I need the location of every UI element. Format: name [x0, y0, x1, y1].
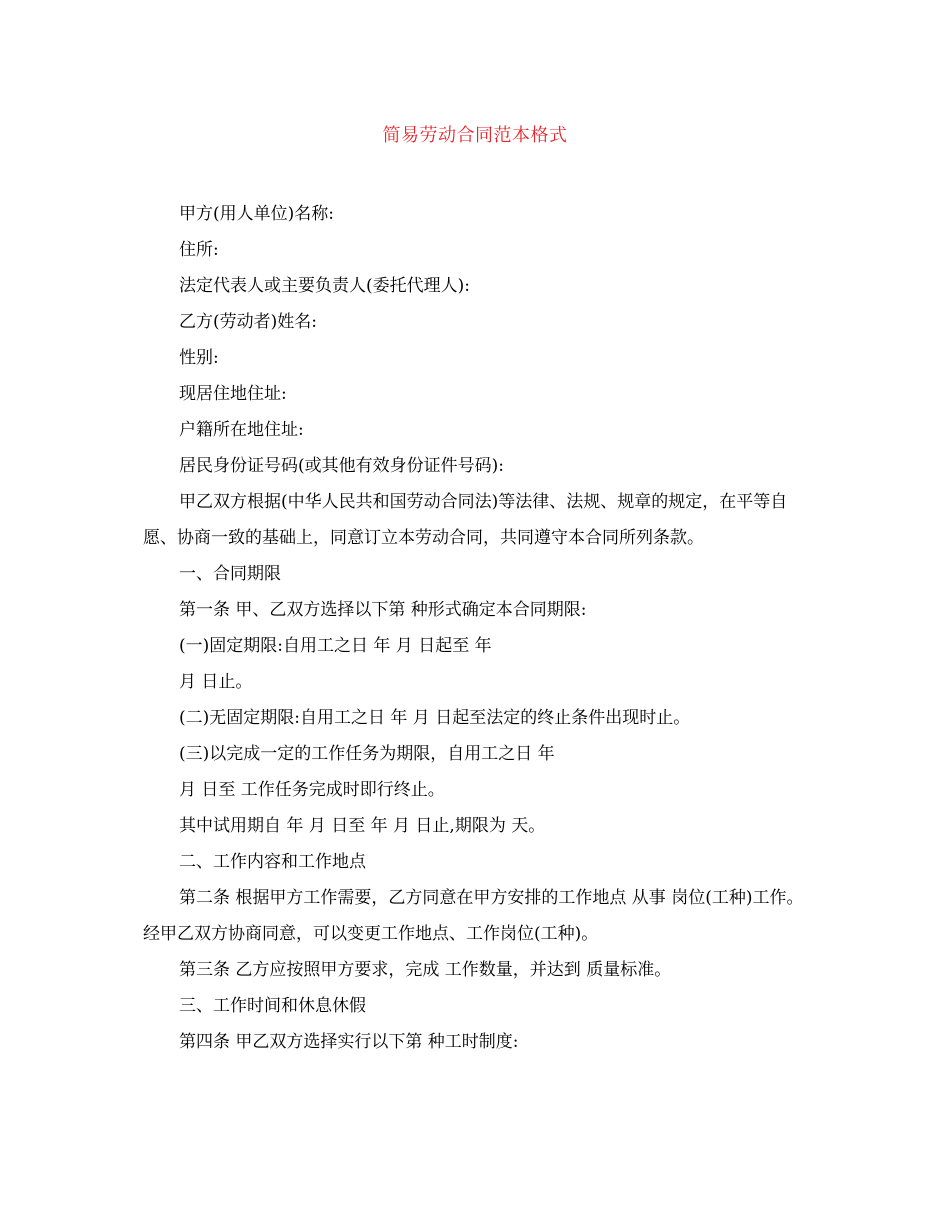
household-address: 户籍所在地住址: [179, 420, 304, 440]
option-fixed-term: (一)固定期限:自用工之日 年 月 日起至 年 [179, 636, 492, 656]
legal-representative: 法定代表人或主要负责人(委托代理人): [179, 276, 470, 296]
section-heading-work-hours: 三、工作时间和休息休假 [179, 996, 366, 1016]
document-title: 简易劳动合同范本格式 [382, 125, 568, 146]
party-a-name: 甲方(用人单位)名称: [179, 204, 334, 224]
document-body [143, 196, 808, 1060]
option-task-based-end: 月 日至 工作任务完成时即行终止。 [179, 780, 445, 800]
section-heading-work-content: 二、工作内容和工作地点 [179, 852, 366, 872]
section-heading-contract-term: 一、合同期限 [179, 564, 281, 584]
option-fixed-term-end: 月 日止。 [179, 672, 253, 692]
option-task-based: (三)以完成一定的工作任务为期限，自用工之日 年 [179, 744, 555, 764]
probation-period: 其中试用期自 年 月 日至 年 月 日止,期限为 天。 [179, 816, 546, 836]
article-3: 第三条 乙方应按照甲方要求，完成 工作数量，并达到 质量标准。 [179, 960, 672, 980]
article-1: 第一条 甲、乙双方选择以下第 种形式确定本合同期限: [179, 600, 587, 620]
current-address: 现居住地住址: [179, 384, 287, 404]
id-number: 居民身份证号码(或其他有效身份证件号码): [179, 456, 504, 476]
article-4: 第四条 甲乙双方选择实行以下第 种工时制度: [179, 1032, 519, 1052]
article-2: 第二条 根据甲方工作需要，乙方同意在甲方安排的工作地点 从事 岗位(工种)工作。经甲乙双方协商同意，可以变更工作地点、工作岗位(工种)。 [143, 888, 804, 944]
option-open-ended: (二)无固定期限:自用工之日 年 月 日起至法定的终止条件出现时止。 [179, 708, 691, 728]
party-a-address: 住所: [179, 240, 219, 260]
party-b-name: 乙方(劳动者)姓名: [179, 312, 317, 332]
preamble-paragraph: 甲乙双方根据(中华人民共和国劳动合同法)等法律、法规、规章的规定，在平等自愿、协商一致的基础上，同意订立本劳动合同，共同遵守本合同所列条款。 [143, 492, 788, 548]
gender: 性别: [179, 348, 219, 368]
